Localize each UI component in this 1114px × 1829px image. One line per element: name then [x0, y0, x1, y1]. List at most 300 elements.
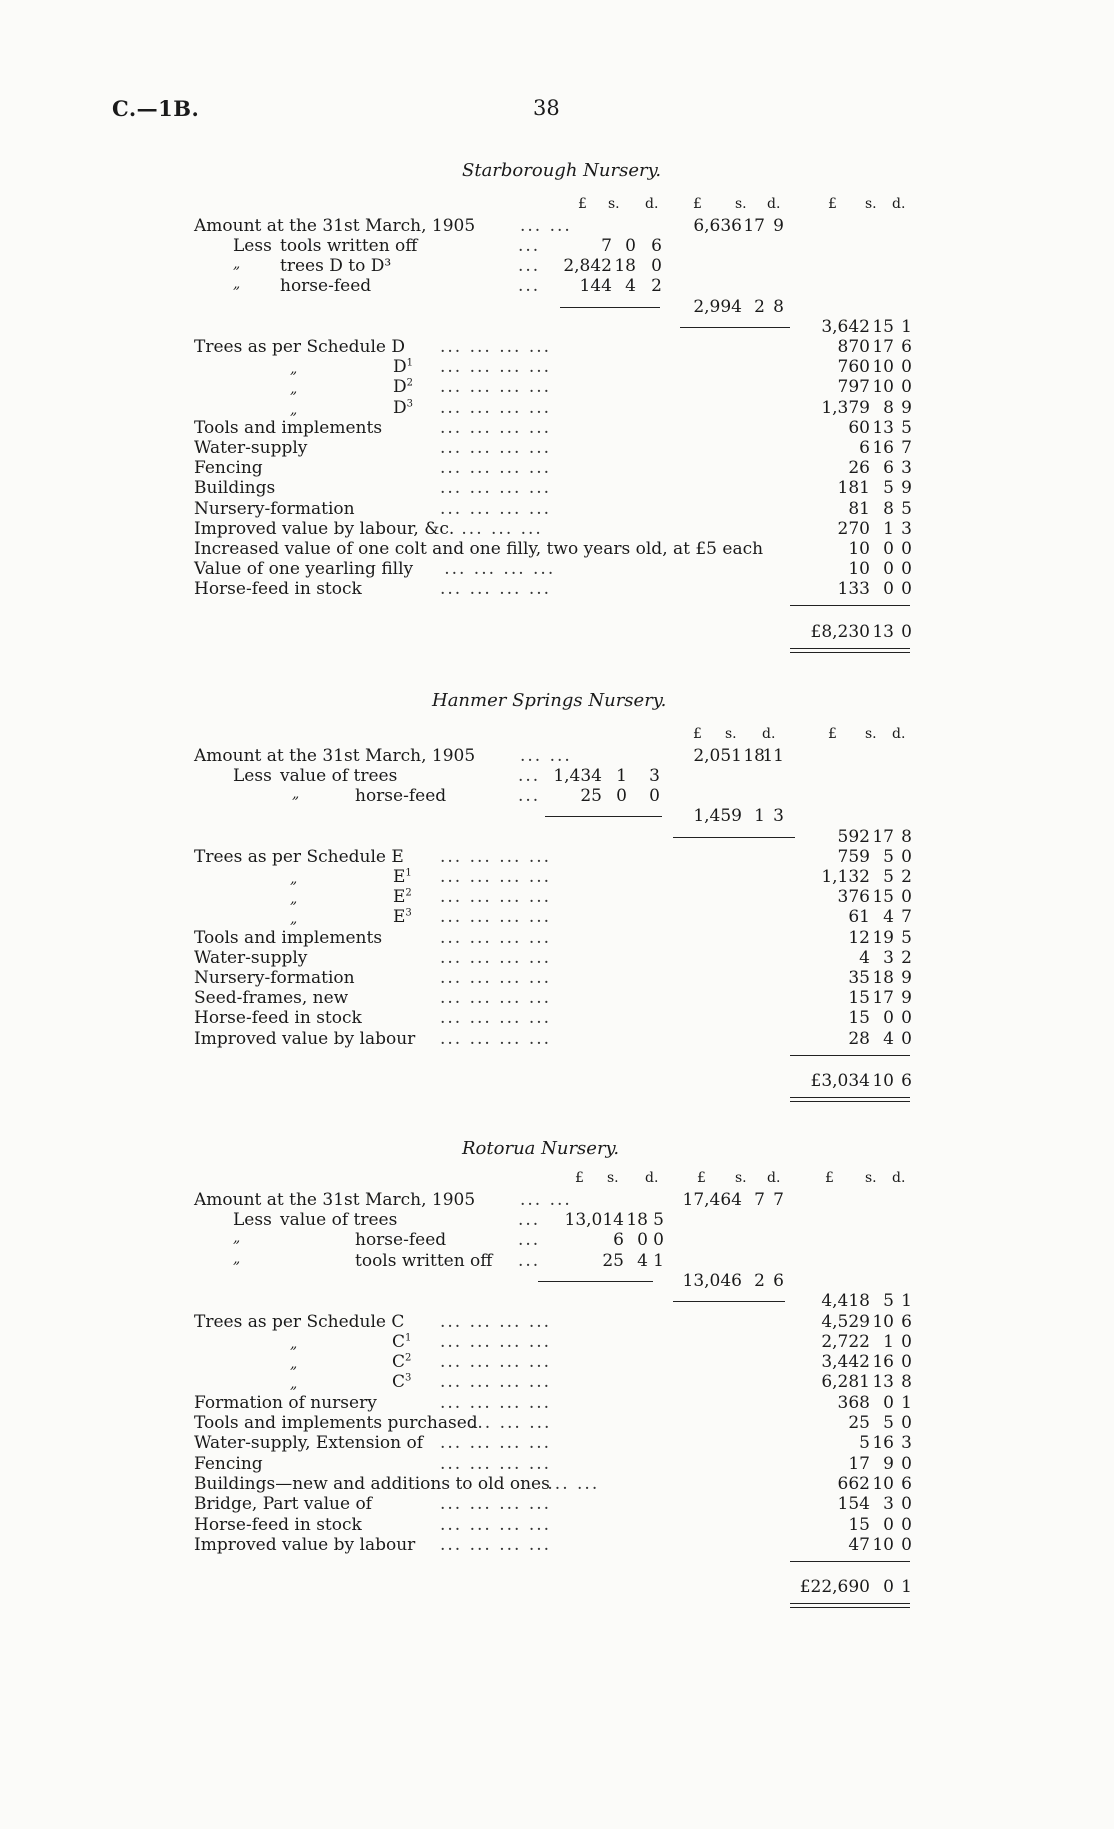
- currency-header: s.: [608, 196, 620, 212]
- opening-label: Amount at the 31st March, 1905: [194, 1190, 476, 1210]
- line-item-label: Tools and implements: [194, 927, 383, 948]
- line-item-row: [0, 579, 1114, 599]
- schedule-letter: [392, 1352, 411, 1372]
- grand-total-row: [0, 622, 1114, 642]
- schedule-letter-text: D: [393, 377, 407, 398]
- currency-header: d.: [892, 196, 906, 212]
- currency-header: £: [693, 196, 702, 212]
- deductions-total-pounds: 2,994: [693, 296, 742, 317]
- schedule-superscript: 3: [405, 1372, 412, 1384]
- ditto-mark: „: [290, 911, 298, 928]
- currency-header: £: [575, 1170, 584, 1186]
- leader-dots: ... ... ... ...: [440, 1534, 552, 1555]
- balance-pounds: 4,418: [821, 1291, 870, 1312]
- line-item-row: [0, 948, 1114, 968]
- line-item-pounds: 6: [859, 438, 870, 458]
- line-item-row: [0, 988, 1114, 1008]
- line-item-pounds: 797: [837, 377, 870, 398]
- currency-header: £: [828, 726, 837, 742]
- line-item-pounds: 5: [859, 1433, 870, 1454]
- line-item-pounds: 759: [837, 846, 870, 867]
- leader-dots: ...: [518, 1250, 541, 1271]
- deduction-row: [0, 256, 1114, 276]
- deductions-total-shillings: 1: [754, 806, 765, 827]
- line-item-shillings: 18: [872, 968, 894, 988]
- deduction-pence: 0: [653, 1230, 664, 1251]
- balance-row: [0, 827, 1114, 847]
- line-item-label: Water-supply: [194, 438, 308, 458]
- schedule-letter: [393, 377, 413, 397]
- leader-dots: ...: [518, 236, 541, 256]
- deductions-total-pounds: 1,459: [693, 806, 742, 827]
- line-item-row: [0, 1008, 1114, 1028]
- deduction-label: trees D to D³: [280, 256, 392, 277]
- currency-header: s.: [735, 196, 747, 212]
- line-item-pence: 0: [901, 579, 912, 600]
- schedule-letter-text: C: [392, 1372, 406, 1393]
- ditto-mark: „: [290, 871, 298, 887]
- line-item-row: [0, 1454, 1114, 1474]
- line-item-pounds: 3,442: [821, 1352, 870, 1373]
- line-item-label: Buildings: [194, 478, 276, 499]
- currency-header: s.: [607, 1170, 619, 1186]
- currency-header: d.: [767, 196, 781, 212]
- line-item-shillings: 5: [883, 1413, 894, 1433]
- schedule-letter-text: C: [392, 1352, 406, 1373]
- line-item-pence: 3: [901, 1433, 912, 1454]
- line-item-row: [0, 1413, 1114, 1433]
- balance-row: [0, 1291, 1114, 1311]
- leader-dots: ...: [518, 1210, 541, 1230]
- total-rule: [790, 1561, 910, 1562]
- line-item-row: [0, 1029, 1114, 1049]
- line-item-pence: 3: [901, 518, 912, 539]
- schedule-superscript: 1: [405, 867, 412, 879]
- line-item-label: Tools and implements purchased: [194, 1413, 478, 1433]
- opening-balance-row: [0, 746, 1114, 766]
- deduction-label: horse-feed: [355, 1230, 447, 1251]
- leader-dots: ... ... ... ...: [440, 1494, 552, 1515]
- deduction-shillings: 0: [625, 236, 636, 256]
- line-item-shillings: 13: [872, 1372, 894, 1393]
- line-item-shillings: 9: [883, 1453, 894, 1474]
- leader-dots: ... ... ... ...: [440, 1352, 552, 1373]
- leader-dots: ... ... ... ...: [440, 1311, 552, 1332]
- balance-pence: 1: [901, 1291, 912, 1312]
- schedule-letter-text: E: [393, 867, 406, 887]
- line-item-shillings: 3: [883, 947, 894, 968]
- line-item-pounds: 270: [837, 518, 870, 539]
- line-item-pence: 9: [901, 988, 912, 1009]
- schedule-letter: [393, 357, 413, 377]
- line-item-label: Bridge, Part value of: [194, 1494, 372, 1515]
- currency-header: £: [825, 1170, 834, 1186]
- grand-total-pounds: £3,034: [810, 1070, 870, 1091]
- line-item-pounds: 61: [848, 907, 870, 928]
- line-item-row: [0, 398, 1114, 418]
- deduction-row: [0, 1230, 1114, 1250]
- line-item-pounds: 25: [848, 1413, 870, 1433]
- line-item-row: [0, 1393, 1114, 1413]
- leader-dots: ... ... ... ...: [440, 1008, 552, 1029]
- opening-pence: 9: [773, 216, 784, 236]
- line-item-pence: 0: [901, 357, 912, 378]
- line-item-shillings: 1: [883, 1331, 894, 1352]
- line-item-pounds: 133: [837, 579, 870, 600]
- opening-pence: 7: [773, 1190, 784, 1210]
- line-item-label: Horse-feed in stock: [194, 579, 362, 600]
- currency-header: s.: [865, 726, 877, 742]
- line-item-pence: 9: [901, 478, 912, 499]
- leader-dots: ... ... ... ...: [444, 559, 556, 580]
- deduction-pence: 3: [649, 766, 660, 786]
- schedule-superscript: 2: [406, 377, 414, 389]
- opening-label: Amount at the 31st March, 1905: [194, 746, 476, 766]
- opening-balance-row: [0, 1190, 1114, 1210]
- grand-total-row: [0, 1071, 1114, 1091]
- schedule-letter-text: E: [393, 907, 406, 928]
- currency-header: s.: [865, 196, 877, 212]
- line-item-row: [0, 539, 1114, 559]
- line-item-pounds: 6,281: [821, 1372, 870, 1393]
- deduction-row: [0, 1210, 1114, 1230]
- deductions-total-row: [0, 297, 1114, 317]
- deduction-label: tools written off: [280, 236, 418, 256]
- line-item-pence: 5: [901, 498, 912, 519]
- deduction-row: [0, 766, 1114, 786]
- balance-pence: 1: [901, 316, 912, 337]
- line-item-pounds: 760: [837, 357, 870, 378]
- grand-total-pence: 6: [901, 1070, 912, 1091]
- line-item-pounds: 15: [848, 1514, 870, 1535]
- line-item-row: [0, 519, 1114, 539]
- grand-total-pounds: £8,230: [810, 621, 870, 642]
- leader-dots: ...: [518, 786, 541, 807]
- line-item-row: [0, 1312, 1114, 1332]
- line-item-row: [0, 928, 1114, 948]
- line-item-label: Formation of nursery: [194, 1392, 377, 1413]
- line-item-shillings: 16: [872, 438, 894, 458]
- line-item-shillings: 5: [883, 478, 894, 499]
- line-item-pence: 6: [901, 1473, 912, 1494]
- ditto-mark: „: [290, 381, 298, 398]
- deduction-pounds: 13,014: [564, 1210, 624, 1230]
- leader-dots: ... ... ... ...: [440, 887, 552, 908]
- deduction-pounds: 1,434: [553, 766, 602, 786]
- leader-dots: ... ... ... ...: [440, 988, 552, 1009]
- line-item-pounds: 4,529: [821, 1311, 870, 1332]
- line-item-pence: 5: [901, 417, 912, 438]
- line-item-label: Water-supply, Extension of: [194, 1433, 424, 1454]
- line-item-pence: 0: [901, 1453, 912, 1474]
- line-item-pounds: 662: [837, 1473, 870, 1494]
- leader-dots: ...: [518, 766, 541, 786]
- leader-dots: ...: [518, 276, 541, 297]
- currency-header: s.: [865, 1170, 877, 1186]
- opening-pounds: 2,051: [693, 746, 742, 766]
- schedule-letter: [393, 398, 413, 418]
- currency-header: s.: [725, 726, 737, 742]
- line-item-pence: 0: [901, 887, 912, 908]
- line-item-pence: 0: [901, 539, 912, 559]
- line-item-row: [0, 438, 1114, 458]
- line-item-row: [0, 337, 1114, 357]
- line-item-pence: 0: [901, 377, 912, 398]
- line-item-pounds: 17: [848, 1453, 870, 1474]
- deduction-prefix: „: [233, 276, 241, 293]
- line-item-pounds: 376: [837, 887, 870, 908]
- line-item-label: Seed-frames, new: [194, 988, 349, 1009]
- line-item-shillings: 10: [872, 377, 894, 398]
- schedule-letter: [393, 907, 412, 927]
- line-item-row: [0, 458, 1114, 478]
- line-item-row: [0, 867, 1114, 887]
- line-item-label: Fencing: [194, 458, 263, 479]
- line-item-pence: 8: [901, 1372, 912, 1393]
- deduction-prefix: „: [292, 786, 300, 803]
- deduction-row: [0, 786, 1114, 806]
- deduction-pence: 5: [653, 1210, 664, 1230]
- ditto-mark: „: [290, 1335, 298, 1352]
- line-item-shillings: 15: [872, 887, 894, 908]
- leader-dots: ... ... ... ...: [440, 458, 552, 479]
- balance-row: [0, 317, 1114, 337]
- opening-shillings: 17: [743, 216, 765, 236]
- line-item-label: Horse-feed in stock: [194, 1514, 362, 1535]
- line-item-pounds: 4: [859, 947, 870, 968]
- line-item-row: [0, 1332, 1114, 1352]
- deduction-prefix: „: [233, 256, 241, 273]
- schedule-letter-text: C: [392, 1331, 406, 1352]
- leader-dots: ... ... ... ...: [440, 337, 552, 357]
- line-item-label: Nursery-formation: [194, 498, 355, 519]
- line-item-row: [0, 499, 1114, 519]
- line-item-label: Horse-feed in stock: [194, 1008, 362, 1029]
- line-item-pounds: 60: [848, 417, 870, 438]
- deductions-total-pence: 3: [773, 806, 784, 827]
- currency-header: £: [693, 726, 702, 742]
- currency-header: £: [578, 196, 587, 212]
- line-item-pence: 0: [901, 1413, 912, 1433]
- line-item-pence: 7: [901, 907, 912, 928]
- opening-label: Amount at the 31st March, 1905: [194, 216, 476, 236]
- line-item-shillings: 0: [883, 559, 894, 580]
- line-item-shillings: 17: [872, 337, 894, 357]
- deduction-label: horse-feed: [280, 276, 372, 297]
- line-item-pence: 0: [901, 559, 912, 580]
- line-item-pounds: 154: [837, 1494, 870, 1515]
- line-item-shillings: 16: [872, 1433, 894, 1454]
- deduction-pounds: 25: [602, 1250, 624, 1271]
- line-item-pence: 0: [901, 1534, 912, 1555]
- section-title: Starborough Nursery.: [462, 160, 662, 181]
- grand-total-pence: 0: [901, 621, 912, 642]
- deduction-prefix: Less: [233, 236, 272, 256]
- deduction-pounds: 6: [613, 1230, 624, 1251]
- line-item-pounds: 15: [848, 988, 870, 1009]
- currency-header: £: [828, 196, 837, 212]
- leader-dots: ... ... ... ...: [440, 417, 552, 438]
- deduction-row: [0, 276, 1114, 296]
- line-item-shillings: 1: [883, 518, 894, 539]
- deduction-shillings: 4: [625, 276, 636, 297]
- leader-dots: ... ... ... ...: [440, 1453, 552, 1474]
- line-item-row: [0, 907, 1114, 927]
- leader-dots: ... ... ... ...: [440, 1433, 552, 1454]
- deduction-prefix: „: [233, 1230, 241, 1247]
- section-title: Rotorua Nursery.: [462, 1138, 620, 1159]
- deduction-pounds: 144: [579, 276, 612, 297]
- schedule-superscript: 3: [405, 907, 412, 919]
- deduction-pounds: 25: [580, 786, 602, 807]
- line-item-pence: 9: [901, 968, 912, 988]
- leader-dots: ... ...: [520, 746, 572, 766]
- line-item-shillings: 13: [872, 417, 894, 438]
- line-item-shillings: 0: [883, 1392, 894, 1413]
- balance-pounds: 3,642: [821, 316, 870, 337]
- leader-dots: ... ... ... ...: [440, 1392, 552, 1413]
- line-item-pence: 5: [901, 927, 912, 948]
- line-item-pounds: 81: [848, 498, 870, 519]
- deduction-label: tools written off: [355, 1250, 493, 1271]
- line-item-row: [0, 357, 1114, 377]
- grand-total-pounds: £22,690: [799, 1577, 870, 1598]
- line-item-shillings: 0: [883, 539, 894, 559]
- leader-dots: ... ... ... ...: [440, 846, 552, 867]
- leader-dots: ... ... ... ...: [440, 1331, 552, 1352]
- deduction-pence: 6: [651, 236, 662, 256]
- currency-header: d.: [892, 1170, 906, 1186]
- line-item-pence: 7: [901, 438, 912, 458]
- line-item-shillings: 3: [883, 1494, 894, 1515]
- line-item-shillings: 16: [872, 1352, 894, 1373]
- line-item-label: Improved value by labour: [194, 1534, 416, 1555]
- line-item-pence: 0: [901, 1331, 912, 1352]
- line-item-shillings: 5: [883, 846, 894, 867]
- line-item-shillings: 6: [883, 458, 894, 479]
- line-item-pence: 0: [901, 846, 912, 867]
- schedule-letter-text: E: [393, 887, 406, 908]
- opening-pence: 11: [762, 746, 784, 766]
- balance-shillings: 15: [872, 316, 894, 337]
- line-item-row: [0, 887, 1114, 907]
- schedule-letter: [393, 867, 412, 887]
- ditto-mark: „: [290, 1376, 298, 1393]
- deductions-total-pence: 6: [773, 1270, 784, 1291]
- line-item-pence: 0: [901, 1514, 912, 1535]
- deduction-shillings: 4: [637, 1250, 648, 1271]
- deduction-pounds: 7: [601, 236, 612, 256]
- line-item-shillings: 4: [883, 907, 894, 928]
- line-item-label: Water-supply: [194, 947, 308, 968]
- opening-shillings: 18: [743, 746, 765, 766]
- leader-dots: ... ...: [520, 216, 572, 236]
- section-title: Hanmer Springs Nursery.: [432, 690, 667, 711]
- currency-header: d.: [645, 196, 659, 212]
- line-item-pounds: 26: [848, 458, 870, 479]
- leader-dots: ... ... ...: [461, 518, 543, 539]
- line-item-row: [0, 1372, 1114, 1392]
- line-item-row: [0, 1433, 1114, 1453]
- line-item-pounds: 1,379: [821, 397, 870, 418]
- leader-dots: ...: [518, 256, 541, 277]
- line-item-row: [0, 968, 1114, 988]
- leader-dots: ... ...: [520, 1190, 572, 1210]
- line-item-shillings: 4: [883, 1028, 894, 1049]
- leader-dots: ... ... ... ...: [440, 478, 552, 499]
- leader-dots: ... ... ... ...: [440, 357, 552, 378]
- line-item-pounds: 870: [837, 337, 870, 357]
- schedule-superscript: 1: [405, 1332, 412, 1344]
- line-item-pounds: 12: [848, 927, 870, 948]
- line-item-row: [0, 1352, 1114, 1372]
- leader-dots: ... ... ... ...: [440, 498, 552, 519]
- deduction-prefix: „: [233, 1250, 241, 1267]
- deduction-pence: 1: [653, 1250, 664, 1271]
- balance-shillings: 5: [883, 1291, 894, 1312]
- deduction-shillings: 18: [626, 1210, 648, 1230]
- line-item-pence: 6: [901, 337, 912, 357]
- leader-dots: ... ... ... ...: [440, 907, 552, 928]
- line-item-pence: 0: [901, 1028, 912, 1049]
- deduction-prefix: Less: [233, 1210, 272, 1230]
- deduction-shillings: 0: [616, 786, 627, 807]
- ditto-mark: „: [290, 891, 298, 908]
- total-double-rule: [790, 648, 910, 653]
- opening-pounds: 6,636: [693, 216, 742, 236]
- grand-total-pence: 1: [901, 1577, 912, 1598]
- line-item-pence: 0: [901, 1352, 912, 1373]
- schedule-superscript: 2: [405, 887, 412, 899]
- line-item-label: Value of one yearling filly: [194, 559, 414, 580]
- deduction-prefix: Less: [233, 766, 272, 786]
- line-item-shillings: 10: [872, 1311, 894, 1332]
- line-item-shillings: 17: [872, 988, 894, 1009]
- line-item-row: [0, 377, 1114, 397]
- line-item-shillings: 0: [883, 1008, 894, 1029]
- line-item-row: [0, 847, 1114, 867]
- line-item-pounds: 35: [848, 968, 870, 988]
- leader-dots: ... ... ... ...: [440, 927, 552, 948]
- line-item-label: Tools and implements: [194, 417, 383, 438]
- deductions-total-row: [0, 1271, 1114, 1291]
- leader-dots: ... ... ... ...: [440, 377, 552, 398]
- line-item-pounds: 181: [837, 478, 870, 499]
- schedule-letter: [392, 1332, 411, 1352]
- line-item-label: Trees as per Schedule E: [194, 846, 404, 867]
- line-item-row: [0, 1535, 1114, 1555]
- page-code: C.—1B.: [112, 96, 200, 121]
- line-item-pence: 2: [901, 947, 912, 968]
- deduction-pence: 2: [651, 276, 662, 297]
- deduction-label: horse-feed: [355, 786, 447, 807]
- deduction-row: [0, 236, 1114, 256]
- deduction-pence: 0: [649, 786, 660, 807]
- schedule-superscript: 3: [406, 397, 414, 409]
- ditto-mark: „: [290, 361, 298, 378]
- line-item-label: Trees as per Schedule C: [194, 1311, 405, 1332]
- deductions-total-shillings: 2: [754, 296, 765, 317]
- grand-total-shillings: 10: [872, 1070, 894, 1091]
- balance-shillings: 17: [872, 826, 894, 847]
- leader-dots: ... ... ... ...: [440, 438, 552, 458]
- line-item-label: Improved value by labour, &c.: [194, 518, 455, 539]
- line-item-row: [0, 478, 1114, 498]
- line-item-shillings: 10: [872, 357, 894, 378]
- leader-dots: ... ... ... ...: [440, 1514, 552, 1535]
- line-item-pounds: 47: [848, 1534, 870, 1555]
- line-item-pence: 9: [901, 397, 912, 418]
